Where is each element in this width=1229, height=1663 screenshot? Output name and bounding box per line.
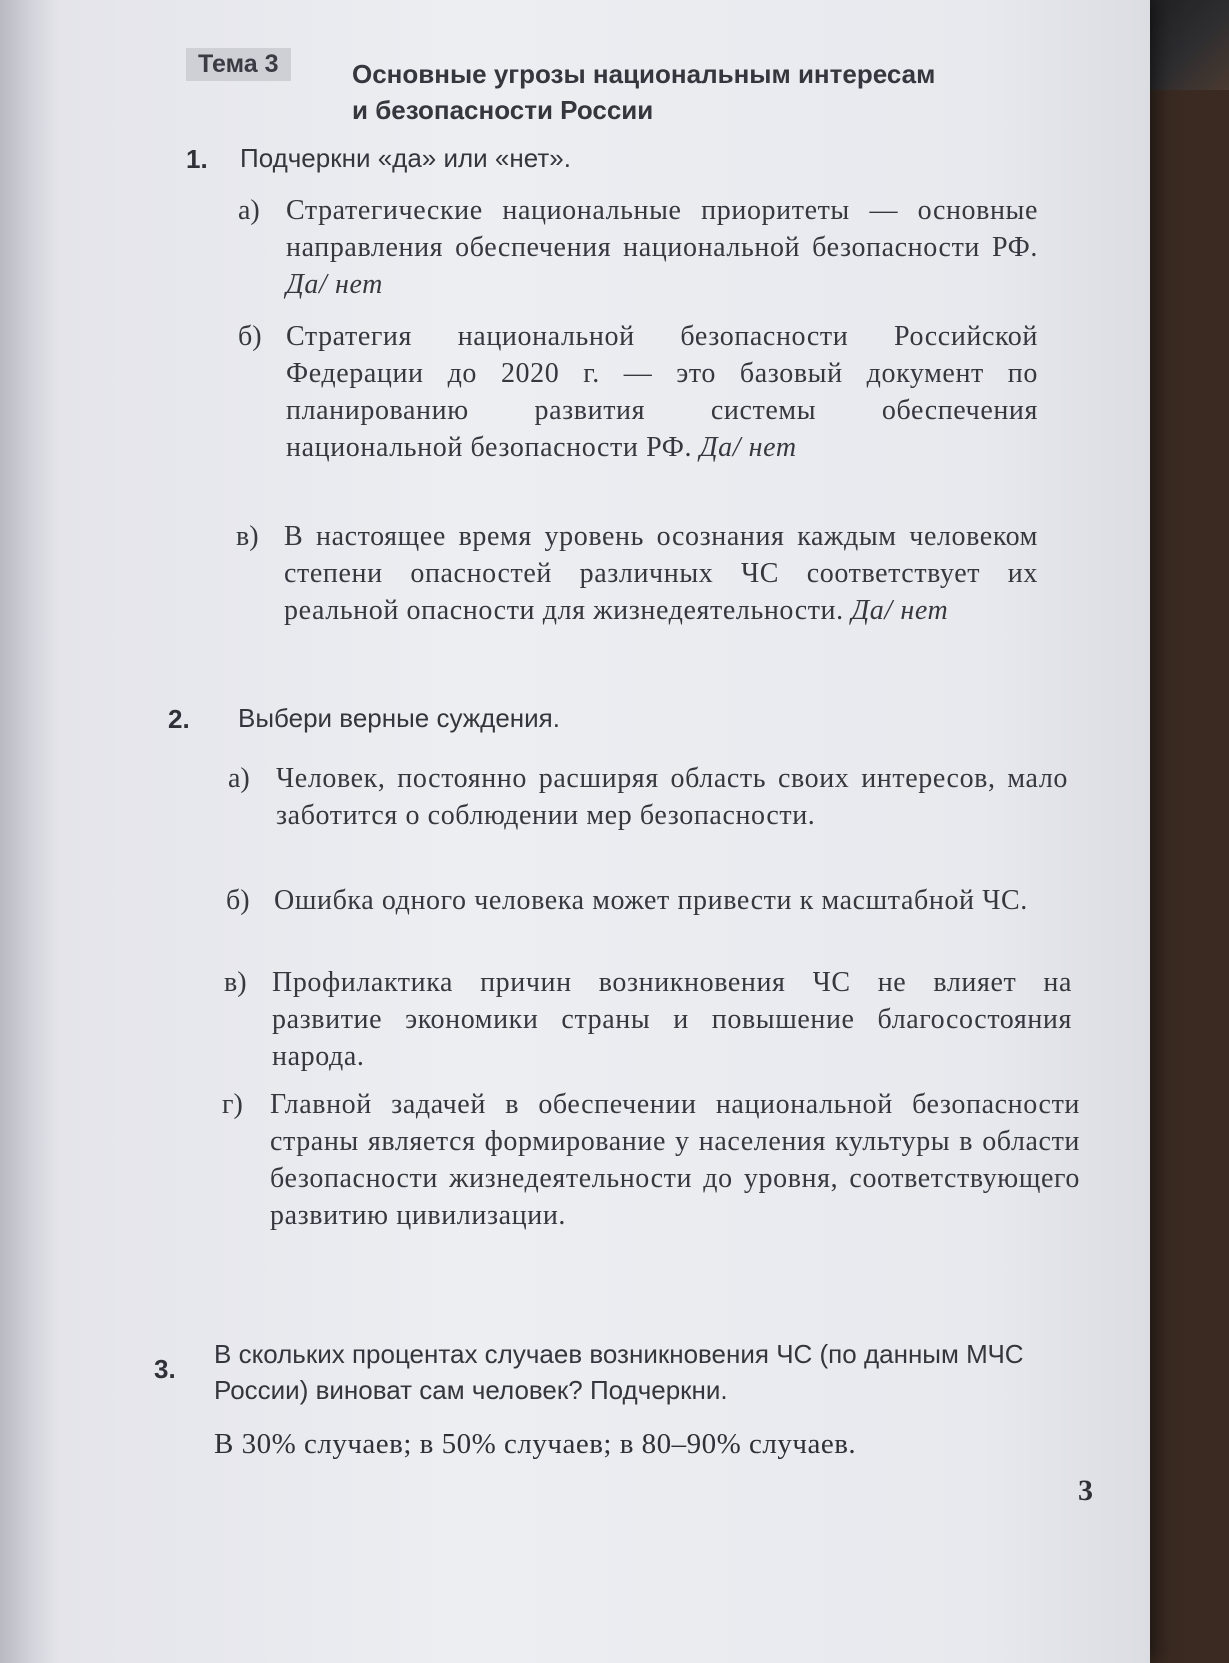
q2-item-a-letter: а)	[228, 763, 250, 794]
q2-item-a-text[interactable]: Человек, постоянно расширяя область своих интересов, мало заботится о соблюдении мер безопасности.	[276, 763, 1068, 831]
q2-item-b-text[interactable]: Ошибка одного человека может привести к масштабной ЧС.	[274, 885, 1028, 916]
question-1-prompt: Подчеркни «да» или «нет».	[240, 143, 571, 173]
q2-item-d-text[interactable]: Главной задачей в обеспечении национальной безопасности страны является формирование у населения культуры в области безопасности жизнедеятельности до уровня, соответствующего развитию цивилизации.	[270, 1089, 1080, 1231]
question-3-answers[interactable]: В 30% случаев; в 50% случаев; в 80–90% случаев.	[214, 1428, 857, 1460]
q1-item-a-letter: а)	[238, 195, 260, 226]
question-1-number: 1.	[186, 144, 208, 174]
q1-item-a-text: Стратегические национальные приоритеты — основные направления обеспечения национальной безопасности РФ.	[286, 195, 1038, 263]
q1-item-c-letter: в)	[236, 521, 259, 552]
question-3-number: 3.	[154, 1354, 176, 1384]
q1-item-a-answer[interactable]: Да/ нет	[286, 269, 383, 300]
q2-item-b-letter: б)	[226, 885, 250, 916]
topic-title: Основные угрозы национальным интересам и безопасности России	[352, 59, 936, 125]
topic-label: Тема 3	[186, 48, 291, 81]
question-2-prompt: Выбери верные суждения.	[238, 703, 560, 733]
q2-item-c-text[interactable]: Профилактика причин возникновения ЧС не влияет на развитие экономики страны и повышение благосостояния народа.	[272, 967, 1072, 1072]
question-2-number: 2.	[168, 704, 190, 734]
q2-item-d-letter: г)	[222, 1089, 243, 1120]
q1-item-c-answer[interactable]: Да/ нет	[851, 595, 949, 626]
q1-item-b-letter: б)	[238, 321, 262, 352]
question-3-prompt: В скольких процентах случаев возникновения ЧС (по данным МЧС России) виноват сам человек? Подчеркни.	[214, 1339, 1024, 1405]
q1-item-b-answer[interactable]: Да/ нет	[699, 432, 797, 463]
q2-item-c-letter: в)	[224, 967, 247, 998]
q1-item-c-text: В настоящее время уровень осознания каждым человеком степени опасностей различных ЧС соответствует их реальной опасности для жизнедеятельности.	[284, 521, 1038, 626]
q1-item-b-text: Стратегия национальной безопасности Российской Федерации до 2020 г. — это базовый документ по планированию развития системы обеспечения национальной безопасности РФ.	[286, 321, 1038, 463]
page-number: 3	[1078, 1474, 1093, 1507]
